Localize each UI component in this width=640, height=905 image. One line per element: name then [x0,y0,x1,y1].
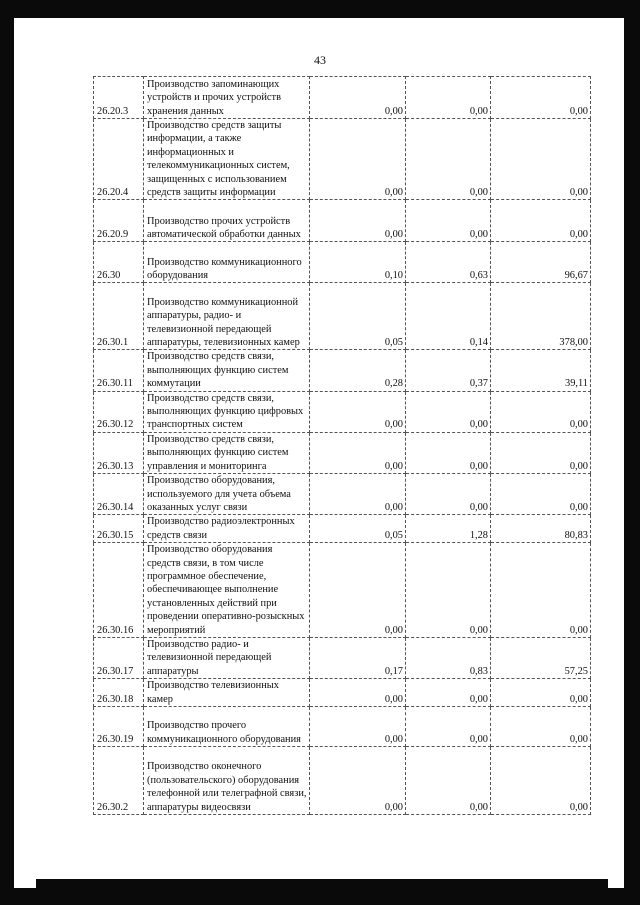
row-name: Производство запоминающих устройств и прочих устройств хранения данных [144,77,310,119]
scan-border-top [0,0,640,18]
row-code: 26.30.1 [94,283,144,350]
row-value-3: 57,25 [491,637,591,678]
row-name: Производство средств защиты информации, а также информационных и телекоммуникационных систем, защищенных с использованием средств защиты информации [144,119,310,200]
row-value-2: 0,37 [406,350,491,391]
row-value-1: 0,00 [310,77,406,119]
scan-bar-bottom [36,879,608,888]
row-code: 26.30.15 [94,515,144,543]
row-code: 26.20.3 [94,77,144,119]
row-name: Производство телевизионных камер [144,679,310,707]
row-name: Производство коммуникационного оборудования [144,242,310,283]
row-value-2: 0,00 [406,77,491,119]
table-row [94,391,591,432]
row-name: Производство оборудования средств связи, в том числе программное обеспечение, обеспечивающее выполнение установленных действий при проведении оперативно-розыскных мероприятий [144,543,310,638]
scan-border-left [0,0,14,905]
table-row [94,119,591,200]
row-code: 26.30.17 [94,637,144,678]
row-value-3: 0,00 [491,474,591,515]
row-value-1: 0,10 [310,242,406,283]
data-table [93,76,591,815]
table-row [94,515,591,543]
table-row [94,747,591,815]
row-code: 26.30 [94,242,144,283]
row-value-2: 0,00 [406,707,491,747]
row-value-2: 0,00 [406,474,491,515]
row-value-1: 0,00 [310,200,406,242]
table-row [94,77,591,119]
row-value-2: 0,00 [406,119,491,200]
row-value-1: 0,00 [310,432,406,473]
row-value-3: 96,67 [491,242,591,283]
table-row [94,707,591,747]
table-row [94,283,591,350]
row-value-1: 0,05 [310,515,406,543]
row-value-2: 0,14 [406,283,491,350]
row-value-1: 0,00 [310,543,406,638]
row-code: 26.20.4 [94,119,144,200]
table-row [94,432,591,473]
row-value-1: 0,00 [310,707,406,747]
row-code: 26.30.19 [94,707,144,747]
row-value-3: 0,00 [491,200,591,242]
row-value-2: 0,00 [406,391,491,432]
row-value-2: 0,83 [406,637,491,678]
page-number: 43 [314,53,326,67]
table-row [94,679,591,707]
row-value-2: 0,00 [406,679,491,707]
row-value-3: 0,00 [491,707,591,747]
row-name: Производство оборудования, используемого для учета объема оказанных услуг связи [144,474,310,515]
row-code: 26.30.13 [94,432,144,473]
row-value-3: 80,83 [491,515,591,543]
row-value-2: 0,63 [406,242,491,283]
table-row [94,637,591,678]
table-row [94,474,591,515]
row-code: 26.30.14 [94,474,144,515]
row-value-3: 0,00 [491,432,591,473]
row-value-1: 0,00 [310,119,406,200]
row-value-3: 0,00 [491,679,591,707]
scan-border-bottom [0,888,640,905]
row-code: 26.30.2 [94,747,144,815]
row-value-1: 0,28 [310,350,406,391]
row-value-1: 0,00 [310,679,406,707]
row-value-3: 0,00 [491,77,591,119]
row-value-3: 0,00 [491,543,591,638]
row-value-2: 0,00 [406,543,491,638]
row-name: Производство коммуникационной аппаратуры, радио- и телевизионной передающей аппаратуры, телевизионных камер [144,283,310,350]
row-name: Производство радио- и телевизионной передающей аппаратуры [144,637,310,678]
row-value-2: 1,28 [406,515,491,543]
table-row [94,242,591,283]
row-value-1: 0,00 [310,747,406,815]
row-name: Производство прочих устройств автоматической обработки данных [144,200,310,242]
row-value-2: 0,00 [406,200,491,242]
row-name: Производство прочего коммуникационного оборудования [144,707,310,747]
row-value-1: 0,05 [310,283,406,350]
row-value-3: 0,00 [491,119,591,200]
row-code: 26.30.18 [94,679,144,707]
row-code: 26.20.9 [94,200,144,242]
row-value-3: 0,00 [491,747,591,815]
row-value-2: 0,00 [406,432,491,473]
row-name: Производство радиоэлектронных средств связи [144,515,310,543]
table-row [94,543,591,638]
row-name: Производство средств связи, выполняющих функцию систем коммутации [144,350,310,391]
row-value-2: 0,00 [406,747,491,815]
row-value-3: 39,11 [491,350,591,391]
row-code: 26.30.12 [94,391,144,432]
row-value-1: 0,00 [310,391,406,432]
row-name: Производство оконечного (пользовательского) оборудования телефонной или телеграфной связи, аппаратуры видеосвязи [144,747,310,815]
row-name: Производство средств связи, выполняющих функцию систем управления и мониторинга [144,432,310,473]
row-value-1: 0,17 [310,637,406,678]
row-value-1: 0,00 [310,474,406,515]
scan-border-right [624,0,640,905]
row-value-3: 378,00 [491,283,591,350]
row-code: 26.30.16 [94,543,144,638]
table-row [94,350,591,391]
row-code: 26.30.11 [94,350,144,391]
table-row [94,200,591,242]
row-value-3: 0,00 [491,391,591,432]
row-name: Производство средств связи, выполняющих функцию цифровых транспортных систем [144,391,310,432]
